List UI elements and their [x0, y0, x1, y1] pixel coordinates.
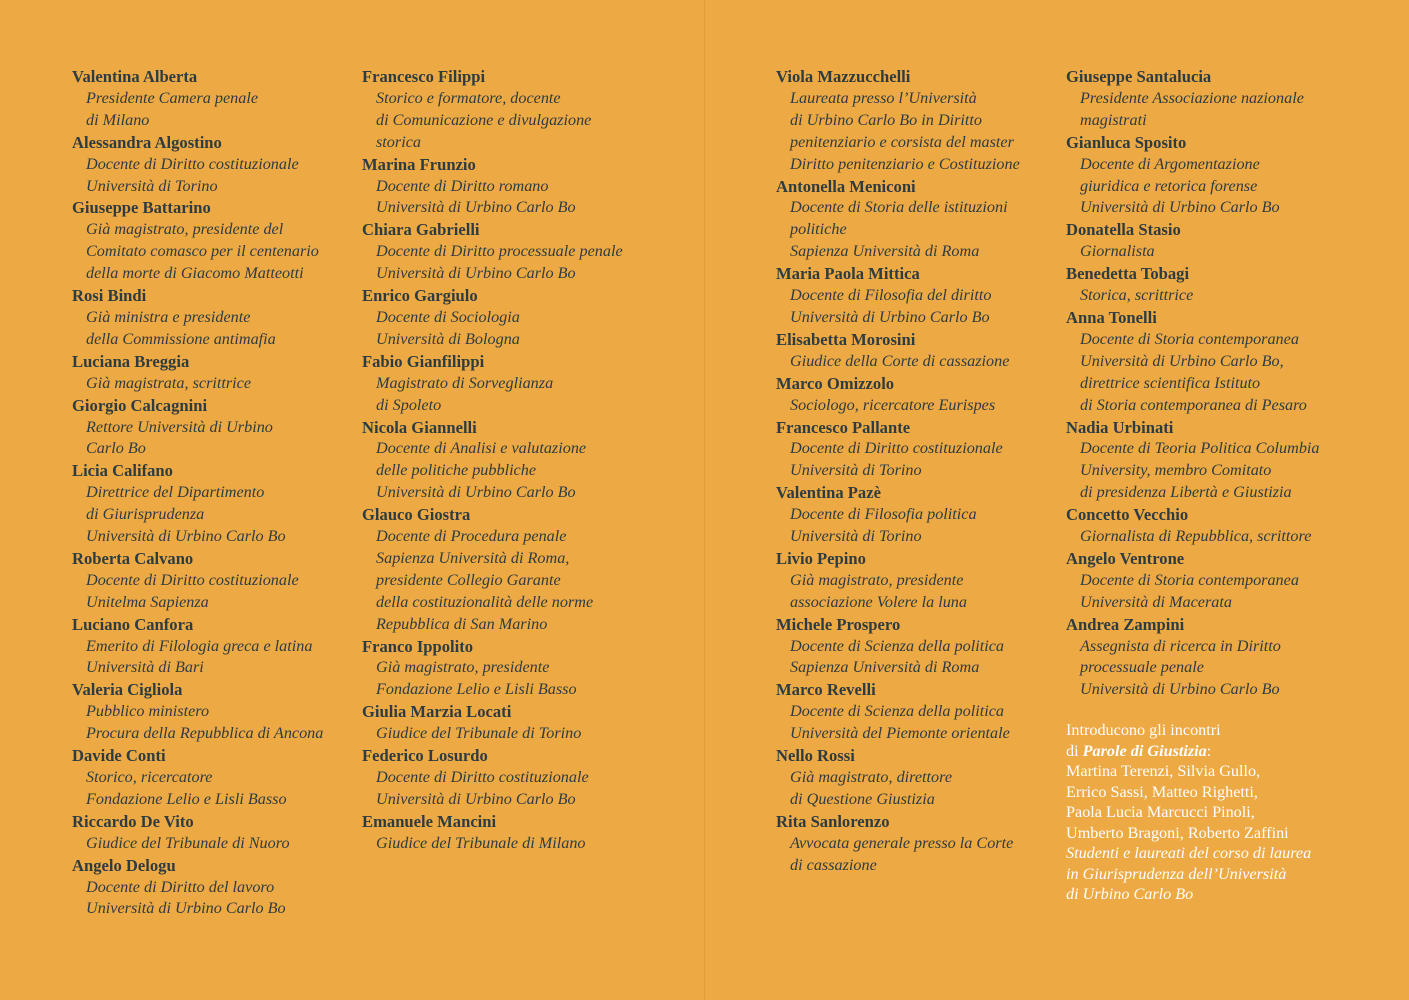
speaker-name: Angelo Ventrone — [1066, 548, 1185, 568]
speaker-name: Elisabetta Morosini — [776, 329, 916, 349]
speaker-entry — [362, 504, 656, 635]
speaker-entry — [72, 614, 354, 680]
speaker-role: Storica, scrittrice — [1080, 286, 1194, 305]
speaker-role: Storico, ricercatore Fondazione Lelio e Lisli Basso — [86, 768, 287, 808]
speaker-entry — [362, 701, 656, 745]
speaker-role: Rettore Università di Urbino Carlo Bo — [86, 417, 273, 458]
speaker-name: Rosi Bindi — [72, 286, 147, 306]
speaker-role: Docente di Storia contemporanea Università di Urbino Carlo Bo, direttrice scientifica Istituto di Storia contemporanea di Pesaro — [1080, 329, 1307, 414]
speaker-entry — [1066, 219, 1366, 263]
speakers-column-2 — [362, 66, 656, 855]
speaker-role: Docente di Diritto romano Università di Urbino Carlo Bo — [376, 176, 576, 217]
speaker-role: Giudice del Tribunale di Milano — [376, 833, 586, 852]
speaker-name: Francesco Pallante — [776, 417, 911, 437]
speaker-name: Glauco Giostra — [362, 505, 471, 525]
speaker-name: Gianluca Sposito — [1066, 132, 1187, 152]
speaker-name: Concetto Vecchio — [1066, 505, 1189, 525]
speaker-entry — [72, 197, 354, 285]
speaker-entry — [1066, 614, 1366, 702]
speaker-name: Riccardo De Vito — [72, 811, 194, 831]
speaker-entry — [362, 417, 656, 505]
speaker-name: Federico Losurdo — [362, 746, 488, 766]
speaker-role: Magistrato di Sorveglianza di Spoleto — [376, 373, 554, 414]
speaker-entry — [72, 548, 354, 614]
speaker-entry — [1066, 548, 1366, 614]
speaker-role: Docente di Diritto costituzionale Unitelma Sapienza — [86, 570, 299, 611]
speaker-role: Docente di Storia delle istituzioni politiche Sapienza Università di Roma — [790, 198, 1008, 261]
speaker-name: Giuseppe Santalucia — [1066, 67, 1212, 86]
speaker-role: Già ministra e presidente della Commissione antimafia — [86, 307, 276, 348]
speaker-entry — [362, 154, 656, 220]
speaker-entry — [776, 811, 1058, 877]
speaker-name: Viola Mazzucchelli — [776, 67, 911, 86]
speaker-role: Docente di Procedura penale Sapienza Università di Roma, presidente Collegio Garante della costituzionalità delle norme Repubblica di San Marino — [376, 527, 594, 633]
speaker-name: Andrea Zampini — [1066, 614, 1185, 634]
speaker-name: Anna Tonelli — [1066, 307, 1157, 327]
speaker-name: Michele Prospero — [776, 614, 901, 634]
speaker-role: Docente di Filosofia politica Università di Torino — [790, 505, 977, 546]
speaker-entry — [362, 219, 656, 285]
speaker-entry — [362, 745, 656, 811]
speaker-name: Marco Omizzolo — [776, 373, 895, 393]
intro-names: Martina Terenzi, Silvia Gullo, Errico Sassi, Matteo Righetti, Paola Lucia Marcucci Pinoli, Umberto Bragoni, Roberto Zaffini — [1066, 762, 1289, 842]
speaker-role: Già magistrato, direttore di Questione Giustizia — [790, 768, 953, 808]
speaker-entry — [1066, 504, 1366, 548]
intro-line-2 — [1066, 741, 1366, 762]
intro-line-2-suffix: : — [1206, 741, 1212, 760]
speaker-role: Già magistrato, presidente del Comitato comasco per il centenario della morte di Giacomo Matteotti — [86, 220, 319, 283]
speaker-entry — [776, 548, 1058, 614]
speakers-column-4 — [1066, 66, 1366, 701]
speaker-role: Docente di Diritto costituzionale Università di Torino — [86, 154, 299, 195]
speaker-name: Benedetta Tobagi — [1066, 264, 1190, 284]
speaker-entry — [776, 745, 1058, 811]
speaker-entry — [72, 460, 354, 548]
speaker-entry — [72, 285, 354, 351]
speaker-entry — [776, 263, 1058, 329]
speaker-role: Già magistrato, presidente Fondazione Lelio e Lisli Basso — [376, 658, 577, 699]
speakers-column-3 — [776, 66, 1058, 877]
speaker-name: Livio Pepino — [776, 548, 866, 568]
speaker-role: Già magistrato, presidente associazione Volere la luna — [790, 570, 967, 611]
speaker-name: Emanuele Mancini — [362, 811, 497, 831]
speaker-entry — [776, 417, 1058, 483]
speaker-role: Assegnista di ricerca in Diritto processuale penale Università di Urbino Carlo Bo — [1080, 636, 1281, 699]
speaker-role: Direttrice del Dipartimento di Giurisprudenza Università di Urbino Carlo Bo — [86, 483, 286, 546]
intro-note — [1066, 720, 1366, 905]
speaker-entry — [776, 614, 1058, 680]
speaker-role: Sociologo, ricercatore Eurispes — [790, 395, 996, 414]
speaker-role: Docente di Teoria Politica Columbia University, membro Comitato di presidenza Libertà e Giustizia — [1080, 439, 1320, 502]
speaker-entry — [776, 373, 1058, 417]
speaker-entry — [362, 811, 656, 855]
speaker-entry — [776, 66, 1058, 176]
speaker-entry — [776, 482, 1058, 548]
speaker-role: Giornalista di Repubblica, scrittore — [1080, 527, 1312, 546]
speaker-name: Nadia Urbinati — [1066, 417, 1174, 437]
speaker-name: Enrico Gargiulo — [362, 286, 478, 306]
speaker-entry — [362, 636, 656, 702]
speaker-role: Docente di Diritto processuale penale Università di Urbino Carlo Bo — [376, 242, 623, 283]
speaker-role: Docente di Filosofia del diritto Università di Urbino Carlo Bo — [790, 286, 992, 326]
speaker-entry — [1066, 307, 1366, 417]
speaker-entry — [72, 351, 354, 395]
speaker-entry — [72, 679, 354, 745]
speaker-role: Pubblico ministero Procura della Repubblica di Ancona — [86, 702, 324, 743]
speaker-entry — [1066, 66, 1366, 132]
speaker-entry — [362, 285, 656, 351]
speaker-role: Docente di Argomentazione giuridica e retorica forense Università di Urbino Carlo Bo — [1080, 154, 1280, 217]
speaker-role: Docente di Sociologia Università di Bologna — [376, 307, 520, 348]
speaker-entry — [776, 329, 1058, 373]
speaker-name: Donatella Stasio — [1066, 220, 1181, 240]
speaker-name: Giuseppe Battarino — [72, 198, 211, 218]
event-title: Parole di Giustizia — [1082, 741, 1207, 760]
speaker-name: Marco Revelli — [776, 680, 876, 700]
speaker-name: Roberta Calvano — [72, 548, 194, 568]
speaker-entry — [1066, 263, 1366, 307]
intro-line-1: Introducono gli incontri — [1066, 721, 1221, 739]
speaker-name: Luciano Canfora — [72, 614, 194, 634]
speaker-role: Docente di Scienza della politica Sapienza Università di Roma — [790, 636, 1004, 677]
speaker-role: Storico e formatore, docente di Comunicazione e divulgazione storica — [376, 88, 592, 151]
speaker-role: Docente di Diritto costituzionale Università di Torino — [790, 439, 1003, 480]
speaker-name: Angelo Delogu — [72, 855, 176, 875]
speaker-role: Docente di Scienza della politica Università del Piemonte orientale — [790, 702, 1010, 743]
speaker-name: Antonella Meniconi — [776, 176, 916, 196]
speaker-name: Rita Sanlorenzo — [776, 811, 890, 831]
intro-line-2-prefix: di — [1066, 741, 1083, 760]
speaker-entry — [72, 855, 354, 921]
speaker-entry — [1066, 132, 1366, 220]
speaker-name: Chiara Gabrielli — [362, 220, 480, 240]
speaker-name: Nicola Giannelli — [362, 417, 477, 437]
speaker-role: Docente di Analisi e valutazione delle politiche pubbliche Università di Urbino Carlo Bo — [376, 439, 587, 502]
speaker-name: Giulia Marzia Locati — [362, 702, 512, 722]
speaker-entry — [72, 132, 354, 198]
speaker-name: Davide Conti — [72, 746, 166, 766]
speaker-role: Docente di Diritto del lavoro Università di Urbino Carlo Bo — [86, 877, 286, 918]
speaker-name: Licia Califano — [72, 461, 173, 481]
speaker-role: Presidente Associazione nazionale magistrati — [1080, 88, 1304, 129]
speaker-role: Docente di Storia contemporanea Università di Macerata — [1080, 570, 1299, 611]
speaker-role: Docente di Diritto costituzionale Università di Urbino Carlo Bo — [376, 768, 589, 808]
speaker-name: Valentina Alberta — [72, 67, 198, 86]
speaker-name: Franco Ippolito — [362, 636, 474, 656]
speaker-role: Giudice della Corte di cassazione — [790, 351, 1010, 370]
speaker-entry — [776, 176, 1058, 264]
speaker-name: Valentina Pazè — [776, 483, 881, 503]
speaker-entry — [362, 66, 656, 154]
speaker-name: Alessandra Algostino — [72, 132, 222, 152]
speaker-entry — [72, 811, 354, 855]
speakers-column-1 — [72, 66, 354, 920]
speaker-entry — [362, 351, 656, 417]
speaker-name: Giorgio Calcagnini — [72, 395, 208, 415]
speaker-entry — [776, 679, 1058, 745]
speaker-name: Maria Paola Mittica — [776, 264, 920, 284]
speaker-role: Emerito di Filologia greca e latina Università di Bari — [86, 636, 313, 677]
speaker-role: Giudice del Tribunale di Nuoro — [86, 833, 290, 852]
speaker-name: Valeria Cigliola — [72, 680, 183, 700]
speaker-name: Marina Frunzio — [362, 154, 476, 174]
speaker-role: Già magistrata, scrittrice — [86, 373, 252, 392]
speaker-entry — [1066, 417, 1366, 505]
speaker-name: Nello Rossi — [776, 746, 855, 766]
speaker-role: Presidente Camera penale di Milano — [86, 88, 259, 129]
page-fold — [704, 0, 705, 1000]
speaker-entry — [72, 395, 354, 461]
speaker-role: Laureata presso l’Università di Urbino Carlo Bo in Diritto penitenziario e corsista del master Diritto penitenziario e Costituzione — [790, 88, 1020, 173]
speaker-role: Giornalista — [1080, 242, 1155, 261]
speaker-name: Luciana Breggia — [72, 351, 190, 371]
speaker-role: Avvocata generale presso la Corte di cassazione — [790, 833, 1014, 874]
speaker-entry — [72, 66, 354, 132]
speaker-name: Fabio Gianfilippi — [362, 351, 485, 371]
intro-description: Studenti e laureati del corso di laurea in Giurisprudenza dell’Università di Urbino Carlo Bo — [1066, 844, 1312, 903]
speaker-name: Francesco Filippi — [362, 67, 486, 86]
speaker-role: Giudice del Tribunale di Torino — [376, 724, 582, 743]
speaker-entry — [72, 745, 354, 811]
